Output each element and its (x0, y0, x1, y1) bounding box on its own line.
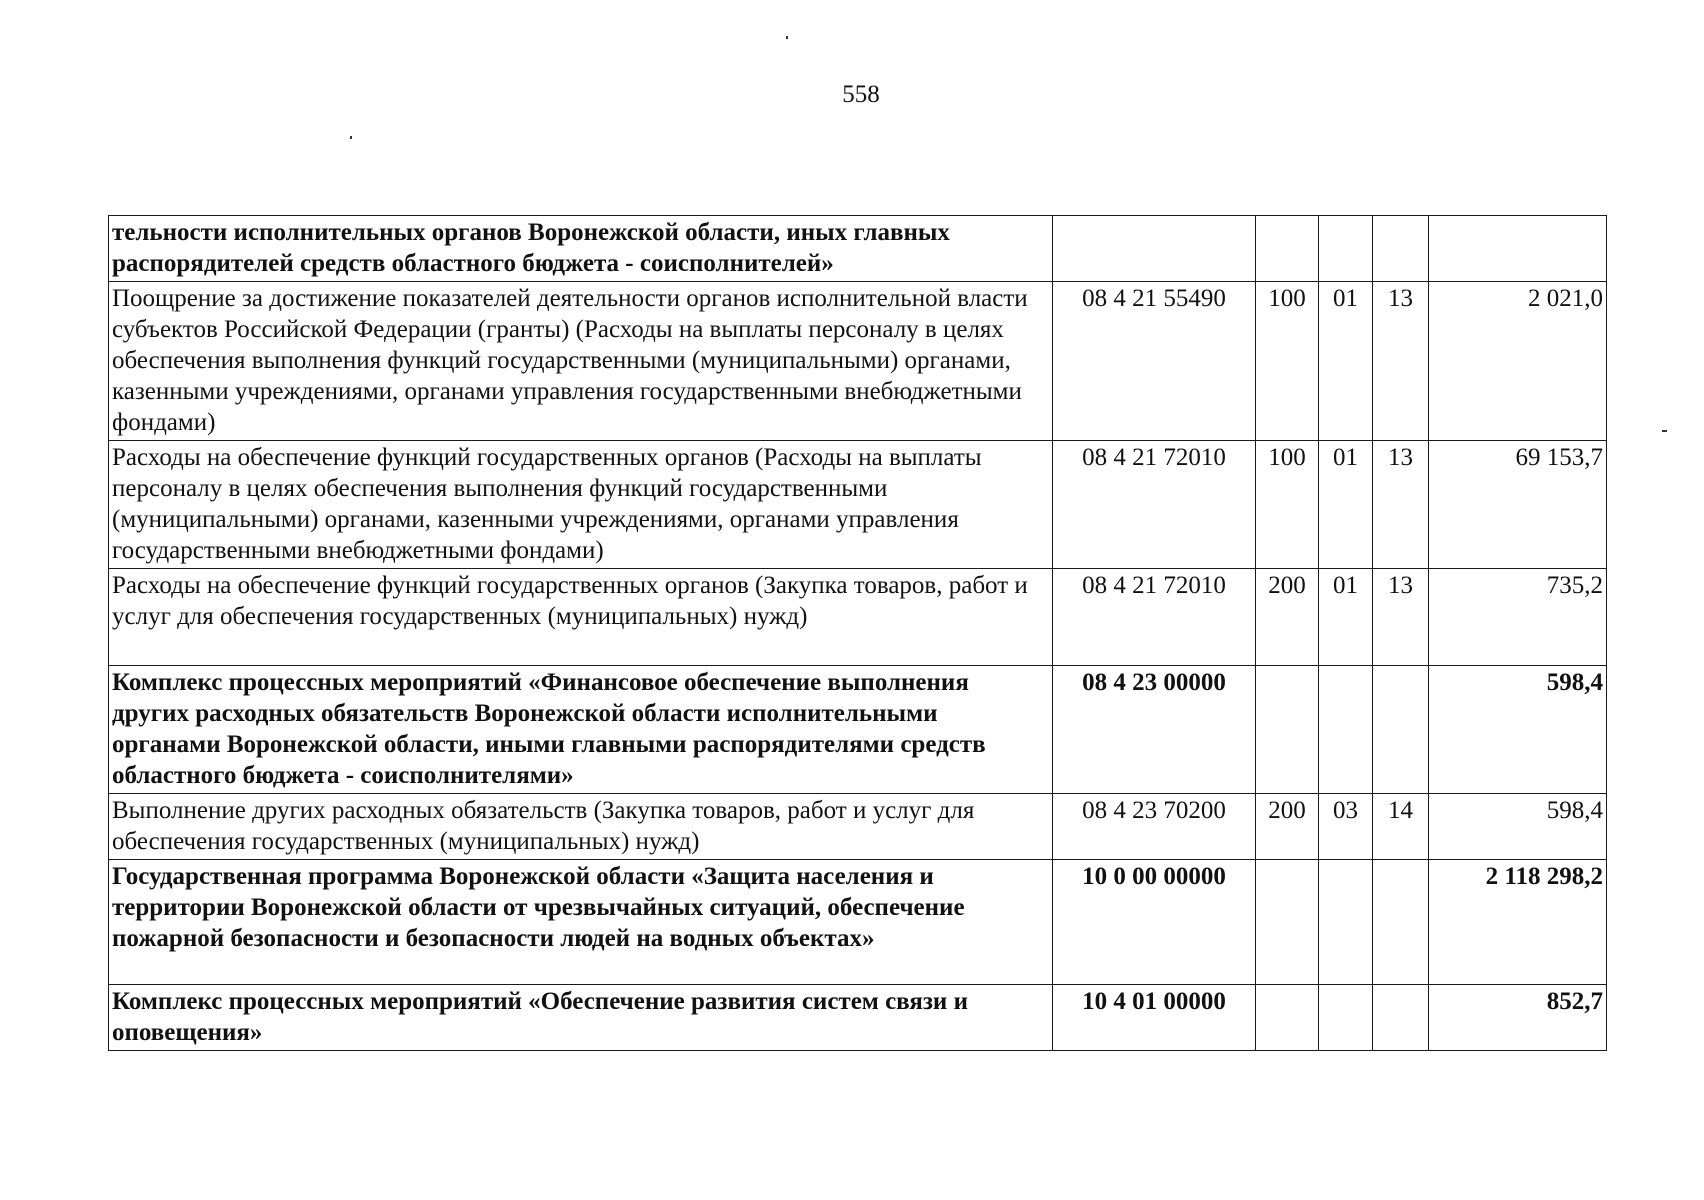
row-sum-cell: 598,4 (1429, 794, 1607, 860)
table-row (109, 441, 1607, 569)
row-sum-cell (1429, 216, 1607, 282)
row-section-cell (1319, 666, 1373, 794)
row-expense-type-cell: 200 (1256, 569, 1319, 666)
row-code-cell: 08 4 21 72010 (1053, 569, 1256, 666)
row-subsection-cell: 13 (1373, 282, 1429, 441)
row-sum-cell: 852,7 (1429, 985, 1607, 1051)
budget-table (108, 215, 1607, 1051)
row-subsection-cell (1373, 860, 1429, 985)
row-code-cell: 08 4 21 55490 (1053, 282, 1256, 441)
row-code-cell: 08 4 23 00000 (1053, 666, 1256, 794)
row-subsection-cell: 13 (1373, 441, 1429, 569)
row-expense-type-cell (1256, 985, 1319, 1051)
row-subsection-cell (1373, 985, 1429, 1051)
row-code-cell: 08 4 23 70200 (1053, 794, 1256, 860)
table-row (109, 794, 1607, 860)
row-section-cell: 01 (1319, 569, 1373, 666)
row-sum-cell: 598,4 (1429, 666, 1607, 794)
row-expense-type-cell (1256, 216, 1319, 282)
row-code-cell: 10 0 00 00000 (1053, 860, 1256, 985)
scan-speck (350, 136, 352, 139)
row-name-cell: Расходы на обеспечение функций государственных органов (Расходы на выплаты персоналу в целях обеспечения выполнения функций государственными (муниципальными) органами, казенными учреждениями, органами управления государственными внебюджетными фондами) (109, 441, 1053, 569)
scan-speck (786, 36, 788, 39)
row-expense-type-cell: 200 (1256, 794, 1319, 860)
row-sum-cell: 2 118 298,2 (1429, 860, 1607, 985)
row-sum-cell: 735,2 (1429, 569, 1607, 666)
row-name-cell: Расходы на обеспечение функций государственных органов (Закупка товаров, работ и услуг для обеспечения государственных (муниципальных) нужд) (109, 569, 1053, 666)
row-expense-type-cell (1256, 860, 1319, 985)
row-section-cell: 03 (1319, 794, 1373, 860)
row-code-cell: 08 4 21 72010 (1053, 441, 1256, 569)
table-row (109, 666, 1607, 794)
row-expense-type-cell (1256, 666, 1319, 794)
row-name-cell: тельности исполнительных органов Воронежской области, иных главных распорядителей средств областного бюджета - соисполнителей» (109, 216, 1053, 282)
scan-speck (1662, 430, 1667, 432)
row-name-cell: Комплекс процессных мероприятий «Обеспечение развития систем связи и оповещения» (109, 985, 1053, 1051)
row-section-cell (1319, 985, 1373, 1051)
budget-table-body (109, 216, 1607, 1051)
row-section-cell: 01 (1319, 282, 1373, 441)
row-name-cell: Выполнение других расходных обязательств (Закупка товаров, работ и услуг для обеспечения государственных (муниципальных) нужд) (109, 794, 1053, 860)
row-section-cell (1319, 860, 1373, 985)
table-row (109, 216, 1607, 282)
row-name-cell: Поощрение за достижение показателей деятельности органов исполнительной власти субъектов Российской Федерации (гранты) (Расходы на выплаты персоналу в целях обеспечения выполнения функций государственными (муниципальными) органами, казенными учреждениями, органами управления государственными внебюджетными фондами) (109, 282, 1053, 441)
row-name-cell: Государственная программа Воронежской области «Защита населения и территории Воронежской области от чрезвычайных ситуаций, обеспечение пожарной безопасности и безопасности людей на водных объектах» (109, 860, 1053, 985)
table-row (109, 860, 1607, 985)
row-section-cell (1319, 216, 1373, 282)
row-subsection-cell (1373, 216, 1429, 282)
row-code-cell: 10 4 01 00000 (1053, 985, 1256, 1051)
row-sum-cell: 69 153,7 (1429, 441, 1607, 569)
page-number: 558 (842, 81, 880, 108)
row-expense-type-cell: 100 (1256, 441, 1319, 569)
row-expense-type-cell: 100 (1256, 282, 1319, 441)
row-name-cell: Комплекс процессных мероприятий «Финансовое обеспечение выполнения других расходных обязательств Воронежской области исполнительными органами Воронежской области, иными главными распорядителями средств областного бюджета - соисполнителями» (109, 666, 1053, 794)
table-row (109, 985, 1607, 1051)
row-subsection-cell: 14 (1373, 794, 1429, 860)
row-code-cell (1053, 216, 1256, 282)
table-row (109, 282, 1607, 441)
row-sum-cell: 2 021,0 (1429, 282, 1607, 441)
row-section-cell: 01 (1319, 441, 1373, 569)
row-subsection-cell: 13 (1373, 569, 1429, 666)
table-row (109, 569, 1607, 666)
row-subsection-cell (1373, 666, 1429, 794)
